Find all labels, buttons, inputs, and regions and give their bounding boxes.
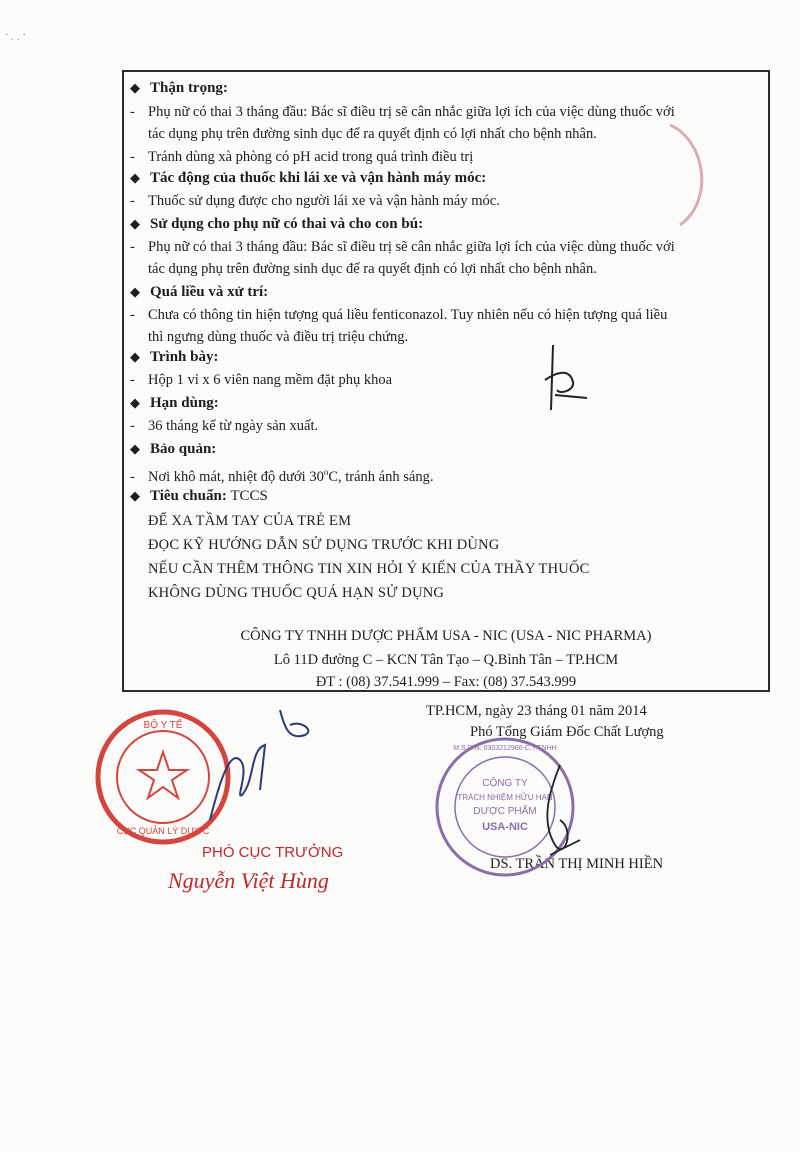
stamp-text: TRÁCH NHIỆM HỮU HẠN — [457, 793, 553, 802]
diamond-bullet-icon: ◆ — [130, 284, 140, 299]
warning-line: ĐỂ XA TẦM TAY CỦA TRẺ EM — [148, 513, 352, 529]
section-title: Hạn dùng: — [150, 395, 219, 411]
section-expiry — [130, 392, 760, 414]
warning-line: ĐỌC KỸ HƯỚNG DẪN SỬ DỤNG TRƯỚC KHI DÙNG — [148, 537, 500, 553]
standard-value: TCCS — [230, 488, 268, 504]
stamp-text: M.S.D.N: 0303212966-C.T.TNHH — [453, 745, 557, 752]
authority-name: Nguyễn Việt Hùng — [168, 868, 329, 893]
text-line: - Phụ nữ có thai 3 tháng đầu: Bác sĩ điều trị sẽ cân nhắc giữa lợi ích của việc dùng thuốc với — [130, 239, 675, 255]
section-presentation — [130, 346, 760, 368]
stamp-text: DƯỢC PHẨM — [473, 806, 537, 817]
section-title: Sử dụng cho phụ nữ có thai và cho con bú: — [150, 216, 424, 232]
warning-line: KHÔNG DÙNG THUỐC QUÁ HẠN SỬ DỤNG — [148, 585, 445, 601]
text-line: tác dụng phụ trên đường sinh dục để ra quyết định có lợi nhất cho bệnh nhân. — [148, 261, 597, 277]
partial-stamp — [660, 120, 720, 230]
warning-line: NẾU CẦN THÊM THÔNG TIN XIN HỎI Ý KIẾN CỦA THẦY THUỐC — [148, 561, 590, 577]
company-signature — [520, 760, 600, 870]
company-address: Lô 11D đường C – KCN Tân Tạo – Q.Bình Tân – TP.HCM — [273, 652, 619, 668]
stamp-text: BỘ Y TẾ — [143, 720, 183, 731]
place-date: TP.HCM, ngày 23 tháng 01 năm 2014 — [426, 703, 647, 719]
section-storage — [130, 438, 760, 460]
section-title: Quá liều và xử trí: — [150, 284, 269, 300]
diamond-bullet-icon: ◆ — [130, 216, 140, 231]
text-line: thì ngưng dùng thuốc và điều trị triệu chứng. — [148, 329, 409, 345]
stamp-text: CỤC QUẢN LÝ DƯỢC — [116, 826, 210, 836]
diamond-bullet-icon: ◆ — [130, 488, 140, 503]
diamond-bullet-icon: ◆ — [130, 170, 140, 185]
initial-signature — [535, 340, 595, 420]
company-name: CÔNG TY TNHH DƯỢC PHẨM USA - NIC (USA - NIC PHARMA) — [240, 628, 652, 644]
section-title: Bảo quản: — [150, 441, 217, 457]
text-line: - Phụ nữ có thai 3 tháng đầu: Bác sĩ điều trị sẽ cân nhắc giữa lợi ích của việc dùng thuốc với — [130, 104, 675, 120]
authority-title: PHÓ CỤC TRƯỞNG — [202, 844, 344, 861]
scan-marks: · ˏ ˎ · — [5, 30, 26, 41]
stamp-text: USA-NIC — [482, 821, 528, 833]
company-phone: ĐT : (08) 37.541.999 – Fax: (08) 37.543.999 — [315, 674, 577, 690]
section-overdose — [130, 281, 760, 303]
text-line: - Chưa có thông tin hiện tượng quá liều fenticonazol. Tuy nhiên nếu có hiện tượng quá liều — [130, 307, 668, 323]
text-line: - Hộp 1 vỉ x 6 viên nang mềm đặt phụ khoa — [130, 372, 393, 388]
section-title: Tác động của thuốc khi lái xe và vận hành máy móc: — [150, 170, 487, 186]
stamp-text: CÔNG TY — [482, 778, 528, 789]
text-line: - Nơi khô mát, nhiệt độ dưới 30$^o$C, tránh ánh sáng. — [130, 467, 434, 485]
signer-position: Phó Tổng Giám Đốc Chất Lượng — [470, 724, 664, 740]
diamond-bullet-icon: ◆ — [130, 349, 140, 364]
authority-signature — [180, 690, 330, 830]
section-standard — [130, 485, 760, 507]
text-line: - 36 tháng kể từ ngày sản xuất. — [130, 418, 319, 434]
section-title: Tiêu chuẩn: — [150, 488, 227, 504]
section-title: Trình bày: — [150, 349, 219, 365]
signer-name: DS. TRẦN THỊ MINH HIỀN — [490, 856, 664, 872]
diamond-bullet-icon: ◆ — [130, 441, 140, 456]
text-line: - Thuốc sử dụng được cho người lái xe và vận hành máy móc. — [130, 193, 500, 209]
text-line: tác dụng phụ trên đường sinh dục để ra quyết định có lợi nhất cho bệnh nhân. — [148, 126, 597, 142]
section-caution — [130, 77, 760, 99]
diamond-bullet-icon: ◆ — [130, 80, 140, 95]
section-title: Thận trọng: — [150, 80, 228, 96]
text-line: - Tránh dùng xà phòng có pH acid trong quá trình điều trị — [130, 149, 474, 165]
diamond-bullet-icon: ◆ — [130, 395, 140, 410]
